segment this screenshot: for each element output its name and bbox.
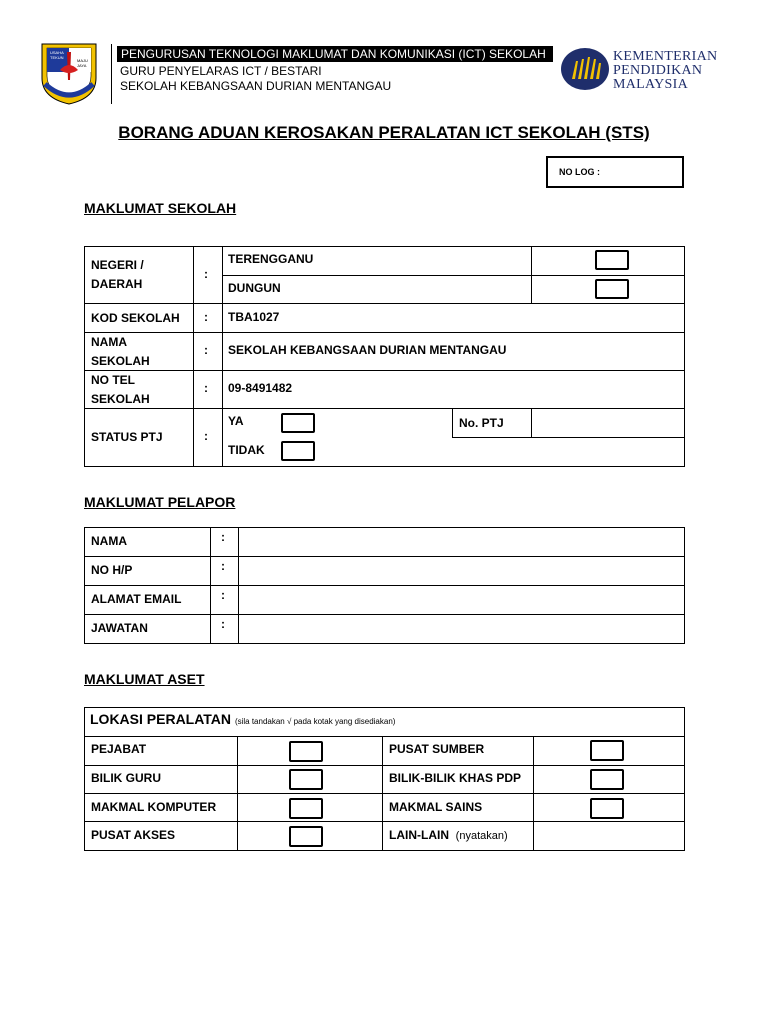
- label-status-ptj: STATUS PTJ: [91, 430, 163, 444]
- checkbox-pusat-sumber[interactable]: [590, 740, 624, 761]
- label-no-ptj: No. PTJ: [459, 416, 504, 430]
- svg-text:USAHA: USAHA: [50, 50, 64, 55]
- ministry-logo: [560, 47, 610, 91]
- header-line-2: GURU PENYELARAS ICT / BESTARI: [120, 64, 322, 78]
- input-no-hp[interactable]: [239, 557, 684, 585]
- value-daerah: DUNGUN: [228, 281, 281, 295]
- form-title: BORANG ADUAN KEROSAKAN PERALATAN ICT SEKOLAH (STS): [118, 123, 650, 142]
- label-pusat-akses: PUSAT AKSES: [91, 828, 176, 842]
- label-jawatan: JAWATAN: [91, 621, 148, 635]
- svg-text:MAJU: MAJU: [77, 58, 88, 63]
- colon: :: [221, 530, 225, 544]
- label-tidak: TIDAK: [228, 443, 265, 457]
- label-ya: YA: [228, 414, 244, 428]
- school-crest-logo: [40, 40, 98, 106]
- colon: :: [204, 429, 208, 443]
- colon: :: [204, 381, 208, 395]
- checkbox-pejabat[interactable]: [289, 741, 323, 762]
- colon: :: [221, 559, 225, 573]
- value-no-tel: 09-8491482: [228, 381, 293, 395]
- label-no-tel-1: NO TEL: [91, 373, 135, 387]
- input-lain-lain[interactable]: [534, 822, 684, 850]
- label-nama: NAMA: [91, 534, 127, 548]
- no-log-label: NO LOG :: [559, 167, 600, 177]
- ministry-name: [613, 50, 717, 92]
- label-daerah: DAERAH: [91, 277, 143, 291]
- header-divider: [111, 44, 112, 104]
- lain-lain-text: LAIN-LAIN: [389, 828, 449, 842]
- section-title-pelapor: MAKLUMAT PELAPOR: [84, 494, 236, 510]
- colon: :: [221, 588, 225, 602]
- label-kod-sekolah: KOD SEKOLAH: [91, 311, 180, 325]
- no-log-box[interactable]: [546, 156, 684, 188]
- lokasi-peralatan-header: [90, 711, 395, 727]
- colon: :: [204, 267, 208, 281]
- value-negeri: TERENGGANU: [228, 252, 314, 266]
- label-makmal-sains: MAKMAL SAINS: [389, 800, 483, 814]
- svg-text:JAYA: JAYA: [77, 63, 87, 68]
- input-alamat-email[interactable]: [239, 586, 684, 614]
- label-nama-sekolah-2: SEKOLAH: [91, 354, 150, 368]
- colon: :: [204, 310, 208, 324]
- colon: :: [204, 343, 208, 357]
- colon: :: [221, 617, 225, 631]
- checkbox-bilik-guru[interactable]: [289, 769, 323, 790]
- lokasi-note: (sila tandakan √ pada kotak yang disediakan): [234, 717, 396, 726]
- label-pusat-sumber: PUSAT SUMBER: [389, 742, 485, 756]
- section-title-sekolah: MAKLUMAT SEKOLAH: [84, 200, 237, 216]
- label-bilik-khas-pdp: BILIK-BILIK KHAS PDP: [389, 771, 521, 785]
- input-jawatan[interactable]: [239, 615, 684, 643]
- ministry-line-2: PENDIDIKAN: [613, 63, 703, 78]
- label-bilik-guru: BILIK GURU: [91, 771, 161, 785]
- ministry-line-1: KEMENTERIAN: [613, 49, 718, 64]
- label-no-tel-2: SEKOLAH: [91, 392, 150, 406]
- checkbox-bilik-khas-pdp[interactable]: [590, 769, 624, 790]
- label-makmal-komputer: MAKMAL KOMPUTER: [91, 800, 217, 814]
- value-kod-sekolah: TBA1027: [228, 310, 280, 324]
- checkbox-pusat-akses[interactable]: [289, 826, 323, 847]
- label-lain-lain: [389, 826, 508, 846]
- checkbox-makmal-sains[interactable]: [590, 798, 624, 819]
- label-alamat-email: ALAMAT EMAIL: [91, 592, 182, 606]
- value-nama-sekolah: SEKOLAH KEBANGSAAN DURIAN MENTANGAU: [228, 343, 507, 357]
- label-negeri: NEGERI /: [91, 258, 144, 272]
- label-no-hp: NO H/P: [91, 563, 133, 577]
- label-nama-sekolah-1: NAMA: [91, 335, 127, 349]
- header-band: PENGURUSAN TEKNOLOGI MAKLUMAT DAN KOMUNIKASI (ICT) SEKOLAH: [117, 46, 553, 62]
- header-line-3: SEKOLAH KEBANGSAAN DURIAN MENTANGAU: [120, 79, 392, 93]
- label-pejabat: PEJABAT: [91, 742, 147, 756]
- svg-text:TEKUN: TEKUN: [50, 55, 64, 60]
- checkbox-daerah[interactable]: [595, 279, 629, 299]
- checkbox-ya[interactable]: [281, 413, 315, 433]
- checkbox-negeri[interactable]: [595, 250, 629, 270]
- checkbox-makmal-komputer[interactable]: [289, 798, 323, 819]
- checkbox-tidak[interactable]: [281, 441, 315, 461]
- ministry-line-3: MALAYSIA: [613, 77, 689, 92]
- nyatakan-note: (nyatakan): [455, 830, 508, 842]
- input-nama[interactable]: [239, 528, 684, 556]
- section-title-aset: MAKLUMAT ASET: [84, 671, 205, 687]
- lokasi-label: LOKASI PERALATAN: [90, 711, 232, 727]
